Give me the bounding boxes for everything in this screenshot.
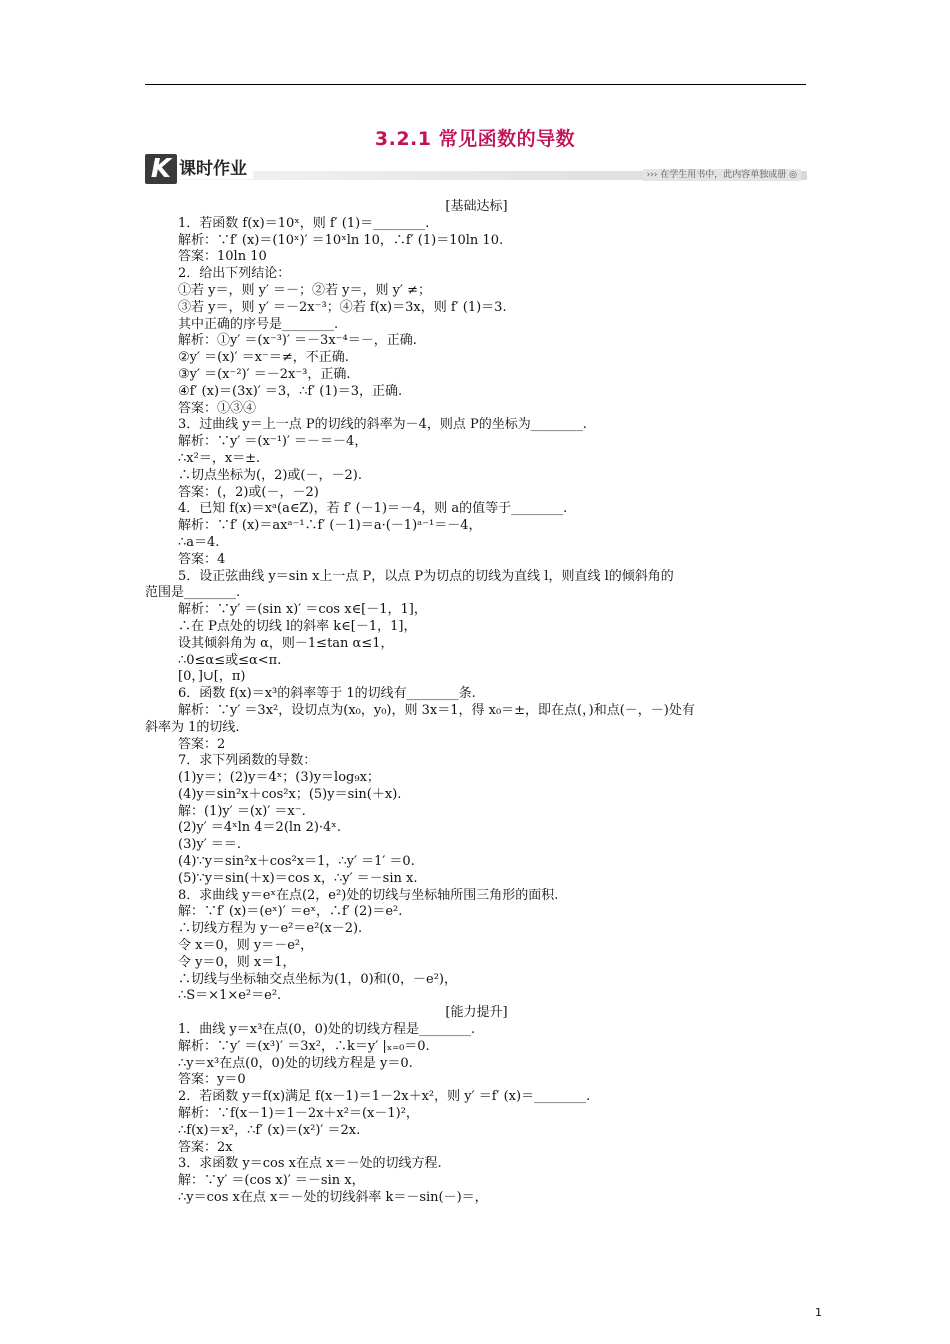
text-line: 5．设正弦曲线 y＝sin x上一点 P，以点 P为切点的切线为直线 l，则直线 l的倾斜角的: [178, 568, 674, 584]
text-line: ∴y＝x³在点(0，0)处的切线方程是 y＝0.: [178, 1055, 413, 1071]
text-line: 解析：∵y′ ＝3x²，设切点为(x₀，y₀)，则 3x＝1，得 x₀＝±，即在点(，)和点(－，－)处有: [178, 702, 695, 718]
text-line: ③若 y＝，则 y′ ＝－2x⁻³；④若 f(x)＝3x，则 f′ (1)＝3.: [178, 299, 507, 315]
text-line: 解析：∵f′ (x)＝(10ˣ)′ ＝10ˣln 10，∴f′ (1)＝10ln 10.: [178, 232, 504, 248]
text-line: 4．已知 f(x)＝xᵃ(a∈Z)，若 f′ (－1)＝－4，则 a的值等于________.: [178, 501, 568, 517]
text-line: (1)y＝；(2)y＝4ˣ；(3)y＝log₉x；: [178, 770, 380, 786]
text-line: 6．函数 f(x)＝x³的斜率等于 1的切线有________条.: [178, 686, 476, 702]
text-line: 1．若函数 f(x)＝10ˣ，则 f′ (1)＝________.: [178, 215, 430, 231]
text-line: 解析：①y′ ＝(x⁻³)′ ＝－3x⁻⁴＝－，正确.: [178, 333, 417, 349]
text-line: 解析：∵y′ ＝(x⁻¹)′ ＝－＝－4，: [178, 434, 368, 450]
text-line: 设其倾斜角为 α，则－1≤tan α≤1，: [178, 635, 394, 651]
text-line: 7．求下列函数的导数：: [178, 753, 317, 769]
text-line: 答案：2: [178, 736, 226, 752]
text-line: ④f′ (x)＝(3x)′ ＝3，∴f′ (1)＝3，正确.: [178, 383, 403, 399]
k-logo-icon: K: [145, 154, 177, 184]
text-line: (4)y＝sin²x＋cos²x；(5)y＝sin(＋x).: [178, 786, 402, 802]
banner-title: 课时作业: [179, 154, 253, 179]
text-line: 解析：∵f′ (x)＝axᵃ⁻¹∴f′ (－1)＝a·(－1)ᵃ⁻¹＝－4，: [178, 518, 482, 534]
text-line: ③y′ ＝(x⁻²)′ ＝－2x⁻³，正确.: [178, 366, 351, 382]
text-line: ∴y＝cos x在点 x＝－处的切线斜率 k＝－sin(－)＝，: [178, 1190, 488, 1206]
text-line: 范围是________.: [145, 585, 241, 601]
text-line: 解析：∵y′ ＝(x³)′ ＝3x²，∴k＝y′ |ₓ₌₀＝0.: [178, 1038, 430, 1054]
section-heading: [能力提升]: [445, 1005, 508, 1021]
text-line: ∴S＝×1×e²＝e².: [178, 988, 282, 1004]
text-line: (5)∵y＝sin(＋x)＝cos x，∴y′ ＝－sin x.: [178, 870, 418, 886]
text-line: 解：∵y′ ＝(cos x)′ ＝－sin x，: [178, 1173, 365, 1189]
text-line: 解：(1)y′ ＝(x)′ ＝x⁻.: [178, 803, 306, 819]
text-line: 答案：2x: [178, 1139, 233, 1155]
text-line: 答案：①③④: [178, 400, 257, 416]
text-line: 斜率为 1的切线.: [145, 719, 240, 735]
text-line: ①若 y＝，则 y′ ＝－；②若 y＝，则 y′ ≠；: [178, 282, 431, 298]
text-line: 1．曲线 y＝x³在点(0，0)处的切线方程是________.: [178, 1022, 476, 1038]
page-number: 1: [815, 1306, 822, 1319]
text-line: 解：∵f′ (x)＝(eˣ)′ ＝eˣ，∴f′ (2)＝e².: [178, 904, 403, 920]
text-line: ∴在 P点处的切线 l的斜率 k∈[－1，1]，: [178, 618, 417, 634]
text-line: ∴切线方程为 y－e²＝e²(x－2).: [178, 921, 363, 937]
text-line: 答案：10ln 10: [178, 249, 267, 265]
text-line: 令 x＝0，则 y＝－e²，: [178, 938, 314, 954]
text-line: ∴x²＝，x＝±.: [178, 450, 261, 466]
text-line: 2．给出下列结论：: [178, 266, 291, 282]
page-title: 3.2.1 常见函数的导数: [374, 128, 576, 150]
text-line: (4)∵y＝sin²x＋cos²x＝1，∴y′ ＝1′ ＝0.: [178, 854, 415, 870]
text-line: 答案：(，2)或(－，－2): [178, 484, 319, 500]
text-line: ∴切点坐标为(，2)或(－，－2).: [178, 467, 362, 483]
text-line: (3)y′ ＝＝.: [178, 837, 241, 853]
text-line: 解析：∵f(x－1)＝1－2x＋x²＝(x－1)²，: [178, 1106, 419, 1122]
section-banner: [145, 152, 807, 188]
text-line: 令 y＝0，则 x＝1，: [178, 954, 296, 970]
text-line: ∴切线与坐标轴交点坐标为(1，0)和(0，－e²)，: [178, 971, 458, 987]
text-line: ∴a＝4.: [178, 534, 220, 550]
text-line: 3．求函数 y＝cos x在点 x＝－处的切线方程.: [178, 1156, 442, 1172]
text-line: [0，]∪[，π): [178, 669, 246, 685]
text-line: 其中正确的序号是________.: [178, 316, 339, 332]
text-line: 2．若函数 y＝f(x)满足 f(x－1)＝1－2x＋x²，则 y′ ＝f′ (x)＝________.: [178, 1089, 591, 1105]
text-line: ∴0≤α≤或≤α<π.: [178, 652, 282, 668]
banner-note: ››› 在学生用书中，此内容单独成册 ◎: [643, 169, 801, 181]
text-line: 答案：y＝0: [178, 1072, 246, 1088]
text-line: 答案：4: [178, 551, 226, 567]
text-line: (2)y′ ＝4ˣln 4＝2(ln 2)·4ˣ.: [178, 820, 341, 836]
text-line: 8．求曲线 y＝eˣ在点(2，e²)处的切线与坐标轴所围三角形的面积.: [178, 887, 559, 903]
text-line: 解析：∵y′ ＝(sin x)′ ＝cos x∈[－1，1]，: [178, 602, 427, 618]
text-line: ∴f(x)＝x²，∴f′ (x)＝(x²)′ ＝2x.: [178, 1122, 361, 1138]
text-line: ②y′ ＝(x)′ ＝x⁻＝≠，不正确.: [178, 350, 349, 366]
top-rule: [145, 84, 806, 85]
document-body: [145, 199, 808, 1207]
text-line: 3．过曲线 y＝上一点 P的切线的斜率为－4，则点 P的坐标为________.: [178, 417, 587, 433]
section-heading: [基础达标]: [445, 199, 508, 214]
